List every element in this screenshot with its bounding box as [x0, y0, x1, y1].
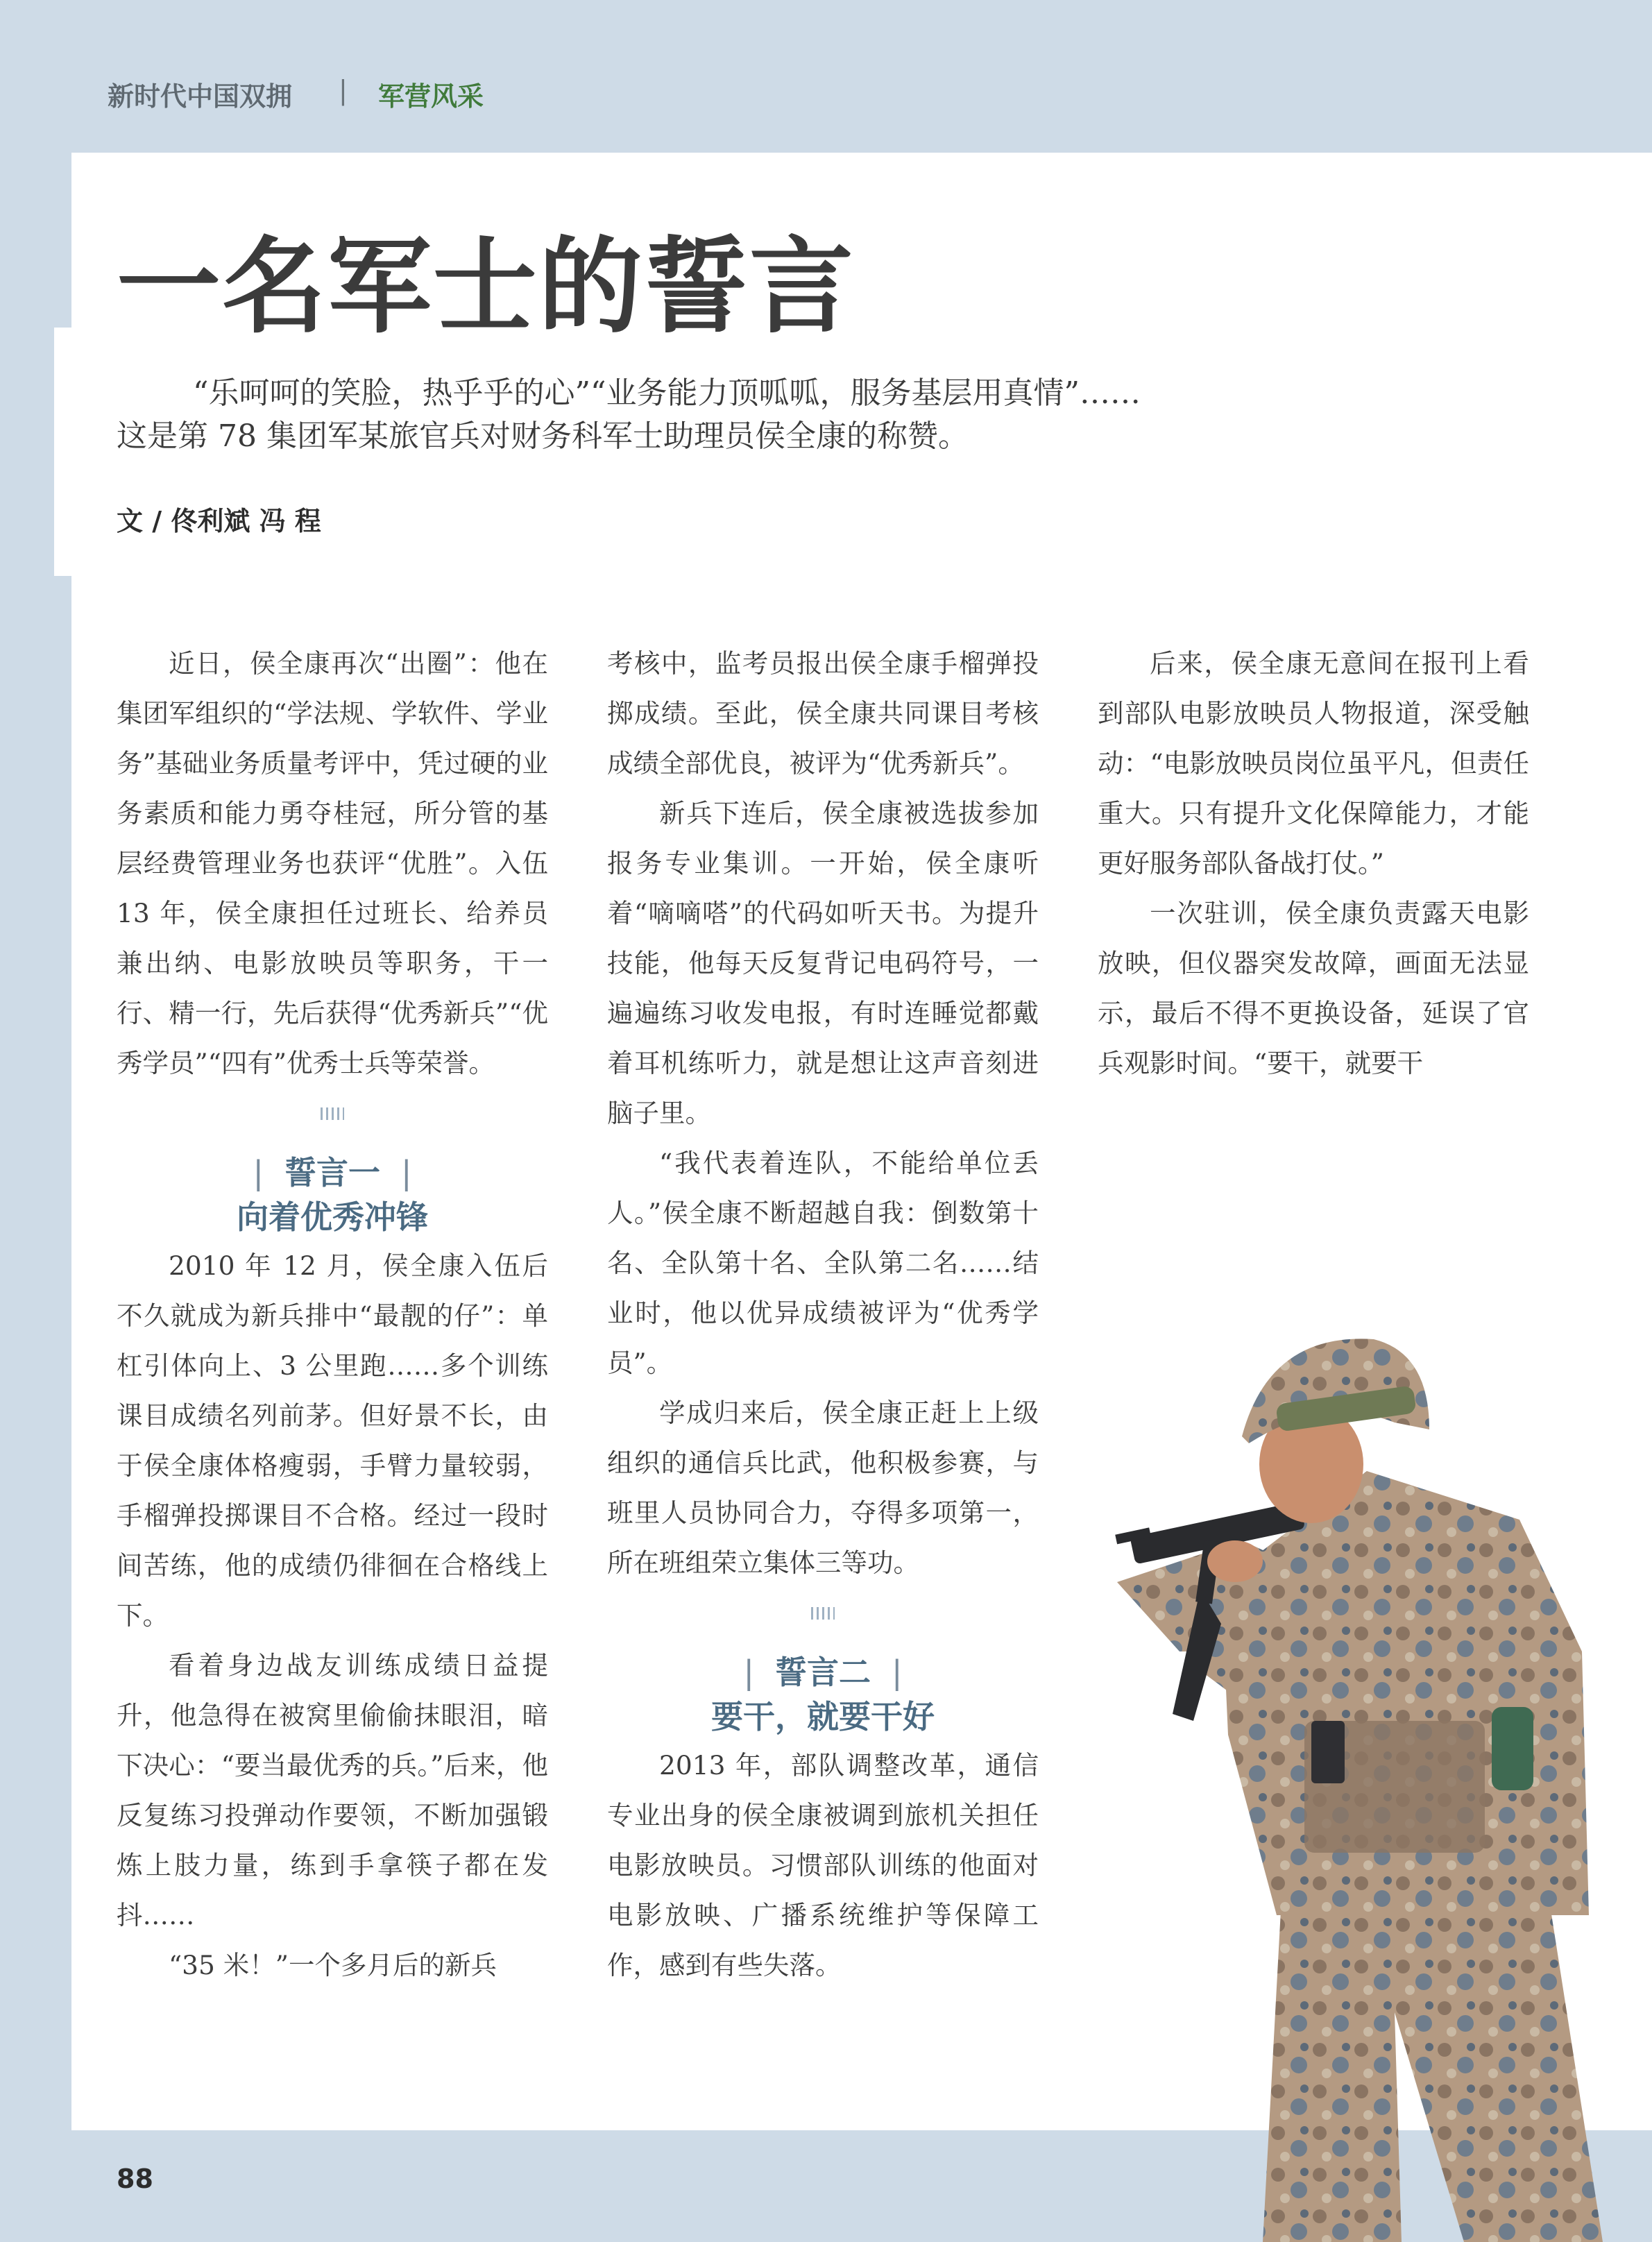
paragraph: 近日，侯全康再次“出圈”：他在集团军组织的“学法规、学软件、学业务”基础业务质量考评中，凭过硬的业务素质和能力勇夺桂冠，所分管的基层经费管理业务也获评“优胜”。入伍 13 年，侯全康担任过班长、给养员兼出纳、电影放映员等职务，干一行、精一行，先后获得“优秀新兵”“优秀学员”“四有”优秀士兵等荣誉。: [117, 648, 548, 1078]
column-1: [117, 638, 548, 1990]
page-number: 88: [117, 2164, 153, 2194]
divider-mark-icon: [321, 1107, 344, 1120]
article-title: 一名军士的誓言: [117, 227, 855, 348]
header-section: 军营风采: [378, 81, 484, 112]
lede-line-2: 这是第 78 集团军某旅官兵对财务科军士助理员侯全康的称赞。: [117, 418, 969, 454]
byline: 文 / 佟利斌 冯 程: [117, 506, 321, 536]
section-number: 誓言二: [775, 1654, 871, 1691]
paragraph: 2010 年 12 月，侯全康入伍后不久就成为新兵排中“最靓的仔”：单杠引体向上、3 公里跑……多个训练课目成绩名列前茅。但好景不长，由于侯全康体格瘦弱，手臂力量较弱，手榴弹投掷课目不合格。经过一段时间苦练，他的成绩仍徘徊在合格线上下。: [117, 1250, 548, 1631]
paragraph: 学成归来后，侯全康正赶上上级组织的通信兵比武，他积极参赛，与班里人员协同合力，夺得多项第一，所在班组荣立集体三等功。: [607, 1398, 1039, 1578]
paragraph: 后来，侯全康无意间在报刊上看到部队电影放映员人物报道，深受触动：“电影放映员岗位虽平凡，但责任重大。只有提升文化保障能力，才能更好服务部队备战打仗。”: [1098, 648, 1529, 878]
panel-notch: [54, 328, 82, 576]
section-number: 誓言一: [284, 1154, 380, 1191]
paragraph: 考核中，监考员报出侯全康手榴弹投掷成绩。至此，侯全康共同课目考核成绩全部优良，被评为“优秀新兵”。: [607, 648, 1039, 779]
paragraph: 新兵下连后，侯全康被选拔参加报务专业集训。一开始，侯全康听着“嘀嘀嗒”的代码如听天书。为提升技能，他每天反复背记电码符号，一遍遍练习收发电报，有时连睡觉都戴着耳机练听力，就是想让这声音刻进脑子里。: [607, 798, 1039, 1128]
lede-line-1: “乐呵呵的笑脸，热乎乎的心”“业务能力顶呱呱，服务基层用真情”……: [193, 375, 1141, 411]
section-heading-2: | 誓言二 | 要干，就要干好: [607, 1651, 1039, 1740]
column-3: [1098, 638, 1529, 1088]
paragraph: “35 米！”一个多月后的新兵: [169, 1950, 497, 1980]
paragraph: 2013 年，部队调整改革，通信专业出身的侯全康被调到旅机关担任电影放映员。习惯部队训练的他面对电影放映、广播系统维护等保障工作，感到有些失落。: [607, 1750, 1039, 1980]
paragraph: 一次驻训，侯全康负责露天电影放映，但仪器突发故障，画面无法显示，最后不得不更换设备，延误了官兵观影时间。“要干，就要干: [1098, 898, 1529, 1078]
section-title: 向着优秀冲锋: [237, 1198, 428, 1236]
paragraph: “我代表着连队，不能给单位丢人。”侯全康不断超越自我：倒数第十名、全队第十名、全队第二名……结业时，他以优异成绩被评为“优秀学员”。: [607, 1148, 1039, 1378]
soldier-photo: [1103, 1291, 1652, 2242]
section-heading-1: | 誓言一 | 向着优秀冲锋: [117, 1152, 548, 1241]
divider-mark-icon: [811, 1607, 835, 1620]
column-2: [607, 638, 1039, 1990]
section-divider: [117, 1088, 548, 1138]
header-category: 新时代中国双拥: [108, 81, 293, 112]
section-title: 要干，就要干好: [711, 1698, 935, 1735]
header-separator: |: [339, 75, 348, 105]
section-divider: [607, 1588, 1039, 1638]
paragraph: 看着身边战友训练成绩日益提升，他急得在被窝里偷偷抹眼泪，暗下决心：“要当最优秀的兵。”后来，他反复练习投弹动作要领，不断加强锻炼上肢力量，练到手拿筷子都在发抖……: [117, 1650, 548, 1930]
